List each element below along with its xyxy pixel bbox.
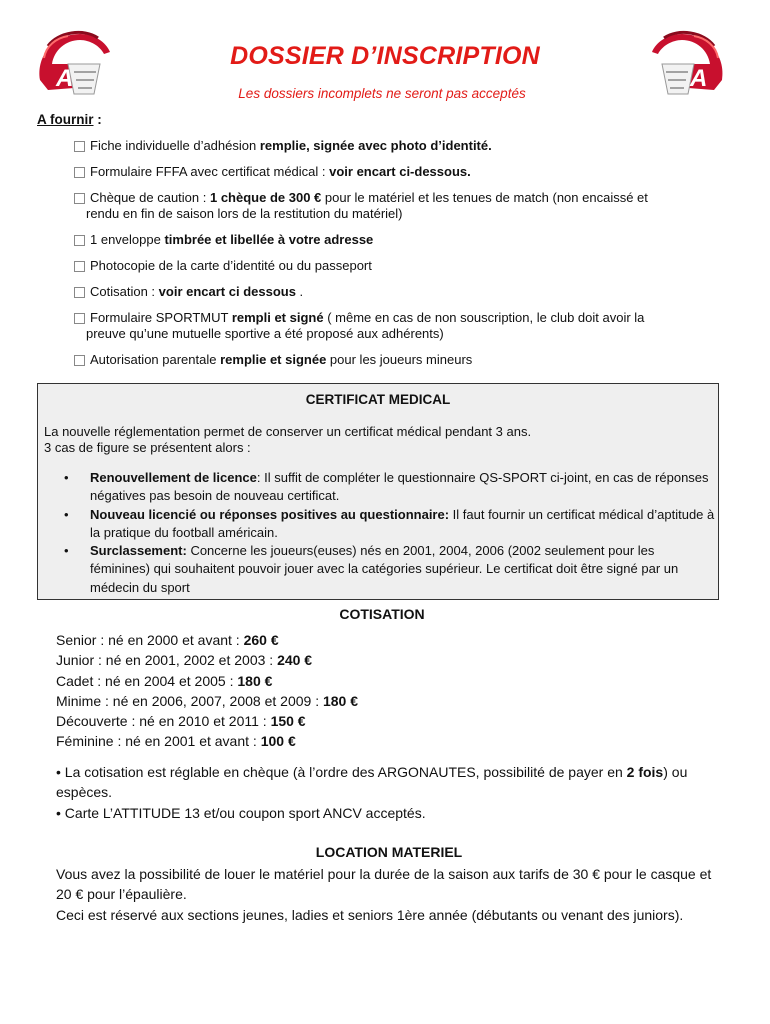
fournir-heading — [37, 112, 102, 127]
row-label: Senior : né en 2000 et avant : — [56, 632, 244, 648]
item-text: 1 enveloppe — [90, 232, 165, 247]
location-paragraph: Ceci est réservé aux sections jeunes, ladies et seniors 1ère année (débutants ou venant des juniors). — [56, 906, 684, 923]
checklist-item — [73, 284, 713, 300]
case-text: Il faut fournir un certificat médical d’aptitude à la pratique du football américain. — [90, 506, 715, 540]
item-text: Photocopie de la carte d’identité ou du passeport — [90, 258, 372, 273]
bullet-icon: • — [64, 543, 69, 559]
case-label: Nouveau licencié ou réponses positives au questionnaire: — [90, 506, 450, 522]
cotisation-row — [56, 650, 358, 670]
location-paragraph: Vous avez la possibilité de louer le matériel pour la durée de la saison aux tarifs de 30 € pour le casque et 20 € pour l’épaulière. — [56, 866, 712, 903]
row-price: 100 € — [260, 733, 296, 750]
case-label: Renouvellement de licence — [90, 470, 257, 485]
item-text-end: pour les joueurs mineurs — [326, 352, 473, 367]
checklist-item — [73, 352, 713, 368]
case-text: : Il suffit de compléter le questionnaire QS-SPORT ci-joint, en cas de réponses négatives pas besoin de nouveau certificat. — [90, 470, 709, 504]
row-price: 180 € — [237, 672, 273, 689]
item-continuation: rendu en fin de saison lors de la restitution du matériel) — [86, 206, 403, 221]
item-text: Fiche individuelle d’adhésion — [90, 138, 260, 153]
item-bold-text: remplie, signée avec photo d’identité. — [259, 138, 492, 153]
page-title: DOSSIER D’INSCRIPTION — [230, 42, 540, 70]
item-text-end: pour le matériel et les tenues de match (non encaissé et — [321, 190, 648, 205]
row-label: Minime : né en 2006, 2007, 2008 et 2009 : — [56, 692, 323, 709]
checkbox-icon — [74, 261, 85, 272]
item-text: Formulaire FFFA avec certificat médical : — [90, 164, 330, 179]
checkbox-icon — [74, 193, 85, 204]
checklist-item — [73, 258, 713, 274]
item-text-end: . — [295, 284, 304, 299]
row-label: Cadet : né en 2004 et 2005 : — [56, 672, 238, 689]
bullet-icon: • — [64, 506, 69, 522]
item-text: Autorisation parentale — [90, 352, 221, 367]
checklist-item — [73, 138, 713, 154]
cotisation-notes — [56, 762, 716, 823]
row-price: 240 € — [277, 652, 313, 669]
row-price: 180 € — [322, 692, 359, 709]
item-text: Formulaire SPORTMUT — [90, 310, 232, 325]
location-title: LOCATION MATERIEL — [315, 844, 463, 860]
checkbox-icon — [74, 141, 85, 152]
row-price: 150 € — [270, 713, 306, 730]
row-price: 260 € — [243, 632, 279, 648]
certificat-intro — [44, 424, 531, 456]
checklist — [73, 138, 713, 368]
item-bold-text: voir encart ci-dessous. — [329, 164, 471, 179]
item-continuation: preuve qu’une mutuelle sportive a été proposé aux adhérents) — [86, 326, 444, 341]
case-item — [64, 506, 716, 543]
case-label: Surclassement: — [90, 543, 187, 559]
intro-line: 3 cas de figure se présentent alors : — [44, 440, 251, 455]
fournir-label: A fournir — [37, 112, 94, 127]
item-text-end: ( même en cas de non souscription, le club doit avoir la — [323, 310, 645, 325]
cotisation-title: COTISATION — [339, 606, 425, 622]
certificat-cases — [64, 469, 716, 597]
case-text: Concerne les joueurs(euses) nés en 2001, 2004, 2006 (2002 seulement pour les féminines) qui souhaitent pouvoir jouer avec la catégories supérieur. Le certificat doit être signé par un médecin du sport — [90, 543, 679, 595]
checkbox-icon — [74, 313, 85, 324]
intro-line: La nouvelle réglementation permet de conserver un certificat médical pendant 3 ans. — [44, 424, 532, 439]
item-bold-text: 1 chèque de 300 € — [209, 190, 322, 205]
item-bold-text: voir encart ci dessous — [158, 284, 296, 299]
row-label: Junior : né en 2001, 2002 et 2003 : — [56, 652, 278, 669]
logo-letter: A — [690, 65, 708, 92]
item-bold-text: rempli et signé — [231, 310, 324, 325]
bullet-icon: • — [64, 470, 69, 485]
cotisation-row — [56, 731, 358, 751]
voucher-note: • Carte L’ATTITUDE 13 et/ou coupon sport ANCV acceptés. — [56, 804, 426, 821]
note-text-end: ) ou espèces. — [56, 764, 688, 801]
note-bold: 2 fois — [626, 764, 664, 780]
checkbox-icon — [74, 167, 85, 178]
case-item — [64, 542, 716, 597]
fournir-colon: : — [93, 112, 102, 127]
cotisation-row — [56, 630, 358, 650]
note-text: • La cotisation est réglable en chèque (à l’ordre des ARGONAUTES, possibilité de payer en — [56, 764, 627, 780]
page-subtitle: Les dossiers incomplets ne seront pas acceptés — [238, 86, 526, 101]
case-item — [64, 469, 716, 506]
payment-note — [56, 762, 716, 803]
cotisation-row — [56, 671, 358, 691]
item-bold-text: remplie et signée — [220, 352, 327, 367]
certificat-title: CERTIFICAT MEDICAL — [305, 392, 451, 407]
checkbox-icon — [74, 355, 85, 366]
checklist-item — [73, 190, 713, 222]
cotisation-table — [56, 630, 358, 752]
location-text — [56, 864, 722, 925]
item-bold-text: timbrée et libellée à votre adresse — [164, 232, 374, 247]
checkbox-icon — [74, 287, 85, 298]
row-label: Féminine : né en 2001 et avant : — [56, 733, 261, 750]
checkbox-icon — [74, 235, 85, 246]
cotisation-row — [56, 691, 358, 711]
row-label: Découverte : né en 2010 et 2011 : — [56, 713, 271, 730]
item-text: Chèque de caution : — [90, 190, 210, 205]
cotisation-row — [56, 711, 358, 731]
certificat-medical-box — [37, 383, 719, 600]
item-text: Cotisation : — [90, 284, 159, 299]
checklist-item — [73, 232, 713, 248]
checklist-item — [73, 164, 713, 180]
logo-letter: A — [56, 65, 74, 92]
checklist-item — [73, 310, 713, 342]
